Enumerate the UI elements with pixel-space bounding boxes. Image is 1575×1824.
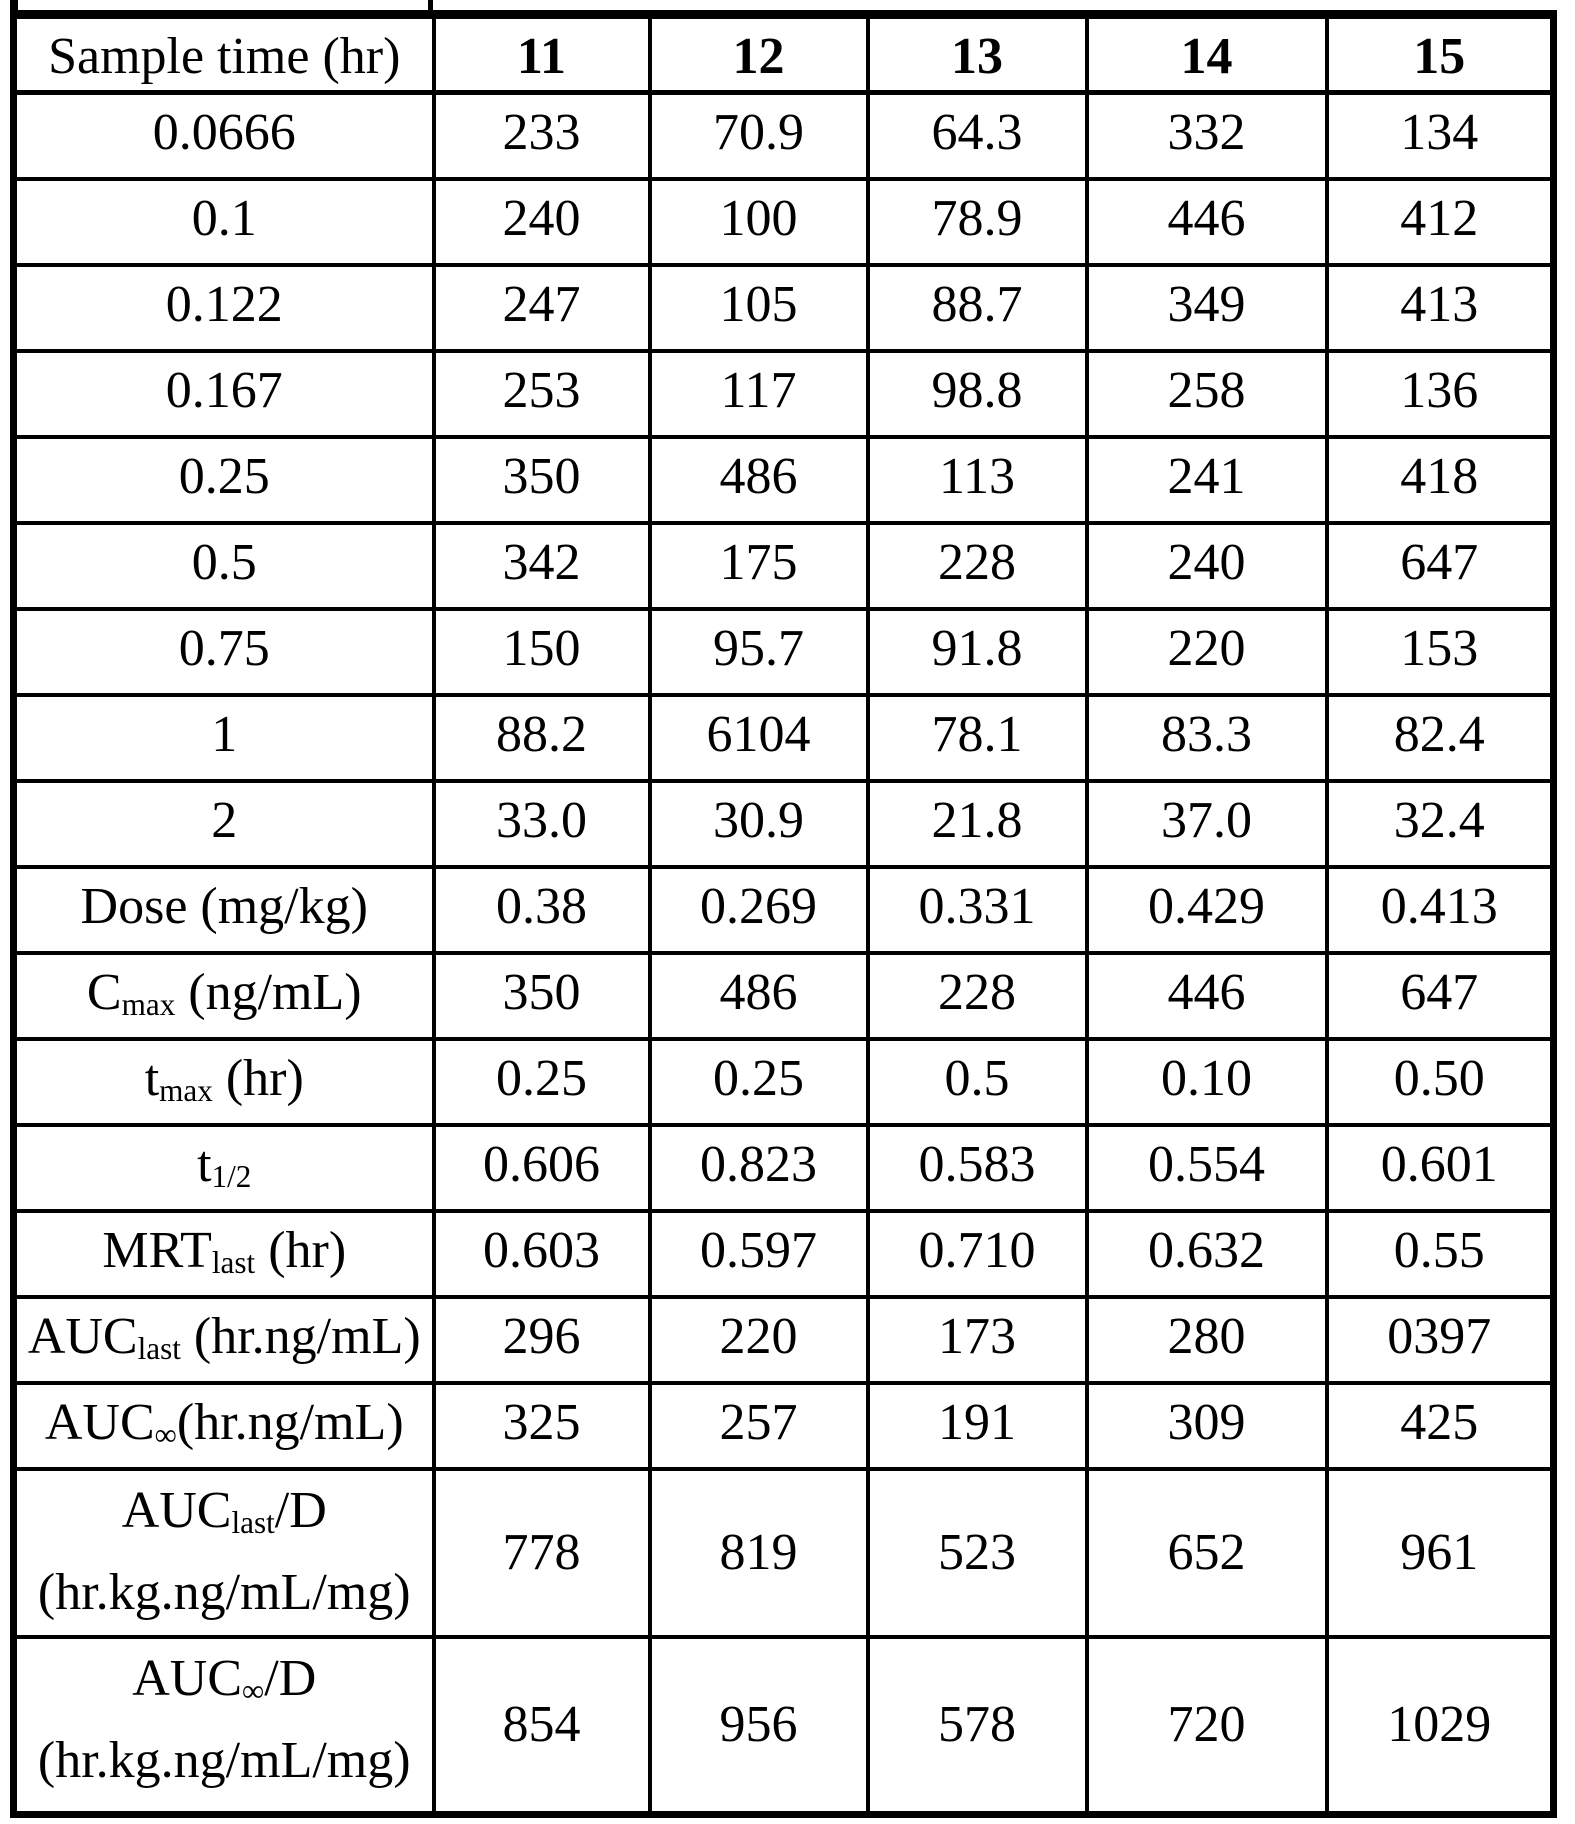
table-row (14, 1383, 1554, 1469)
table-row (14, 609, 1554, 695)
value-cell: 309 (1087, 1383, 1327, 1469)
row-label-units: (hr.kg.ng/mL/mg) (37, 1731, 411, 1789)
row-label-cell (14, 351, 434, 437)
value-cell: 350 (434, 953, 650, 1039)
value-cell: 486 (650, 437, 868, 523)
value-cell: 228 (868, 523, 1087, 609)
value-cell: 0.597 (650, 1211, 868, 1297)
header-col-14: 14 (1087, 15, 1327, 93)
row-label-cell (14, 523, 434, 609)
table-row (14, 1211, 1554, 1297)
value-cell: 32.4 (1327, 781, 1554, 867)
value-cell: 0.55 (1327, 1211, 1554, 1297)
value-cell: 578 (868, 1637, 1087, 1815)
row-label-text: $t_{1/2}$ (197, 1135, 252, 1194)
value-cell: 175 (650, 523, 868, 609)
table-row (14, 93, 1554, 179)
table-header-row (14, 15, 1554, 93)
value-cell: 349 (1087, 265, 1327, 351)
value-cell: 325 (434, 1383, 650, 1469)
value-cell: 220 (1087, 609, 1327, 695)
value-cell: 191 (868, 1383, 1087, 1469)
row-label-text: $t_{max}$ (hr) (144, 1049, 304, 1108)
table-row (14, 1637, 1554, 1815)
row-label-text: Dose (mg/kg) (80, 877, 368, 935)
table-row (14, 265, 1554, 351)
row-label-cell (14, 437, 434, 523)
value-cell: 228 (868, 953, 1087, 1039)
row-label-text: 2 (211, 791, 238, 849)
row-label-cell (14, 867, 434, 953)
value-cell: 0.632 (1087, 1211, 1327, 1297)
row-label-text: 0.1 (191, 189, 257, 247)
value-cell: 778 (434, 1469, 650, 1637)
value-cell: 257 (650, 1383, 868, 1469)
value-cell: 0.25 (434, 1039, 650, 1125)
value-cell: 523 (868, 1469, 1087, 1637)
row-label-text: $AUC_{last}$ (hr.ng/mL) (27, 1307, 421, 1366)
row-label-cell (14, 265, 434, 351)
table-row (14, 953, 1554, 1039)
value-cell: 33.0 (434, 781, 650, 867)
value-cell: 70.9 (650, 93, 868, 179)
value-cell: 0.823 (650, 1125, 868, 1211)
pk-table-body (14, 93, 1554, 1815)
value-cell: 258 (1087, 351, 1327, 437)
value-cell: 136 (1327, 351, 1554, 437)
row-label-cell (14, 695, 434, 781)
row-label-cell (14, 609, 434, 695)
pk-data-table (10, 10, 1557, 1818)
value-cell: 854 (434, 1637, 650, 1815)
value-cell: 413 (1327, 265, 1554, 351)
value-cell: 720 (1087, 1637, 1327, 1815)
row-label-text: 0.0666 (152, 104, 296, 161)
value-cell: 241 (1087, 437, 1327, 523)
table-row (14, 1039, 1554, 1125)
row-label-cell (14, 1469, 434, 1637)
value-cell: 220 (650, 1297, 868, 1383)
table-row (14, 695, 1554, 781)
value-cell: 961 (1327, 1469, 1554, 1637)
table-row (14, 437, 1554, 523)
value-cell: 30.9 (650, 781, 868, 867)
value-cell: 0.413 (1327, 867, 1554, 953)
value-cell: 296 (434, 1297, 650, 1383)
value-cell: 113 (868, 437, 1087, 523)
value-cell: 647 (1327, 523, 1554, 609)
row-label-cell (14, 781, 434, 867)
value-cell: 83.3 (1087, 695, 1327, 781)
value-cell: 64.3 (868, 93, 1087, 179)
value-cell: 134 (1327, 93, 1554, 179)
value-cell: 0.38 (434, 867, 650, 953)
value-cell: 173 (868, 1297, 1087, 1383)
header-col-12: 12 (650, 15, 868, 93)
value-cell: 0.583 (868, 1125, 1087, 1211)
row-label-cell (14, 953, 434, 1039)
table-row (14, 781, 1554, 867)
row-label-units: (hr.kg.ng/mL/mg) (37, 1563, 411, 1621)
row-label-text: 1 (211, 705, 238, 763)
row-label-cell (14, 1297, 434, 1383)
row-label-cell (14, 1039, 434, 1125)
value-cell: 88.7 (868, 265, 1087, 351)
row-label-cell (14, 1211, 434, 1297)
row-label-text: $MRT_{last}$ (hr) (102, 1221, 347, 1280)
value-cell: 78.1 (868, 695, 1087, 781)
value-cell: 21.8 (868, 781, 1087, 867)
value-cell: 0.50 (1327, 1039, 1554, 1125)
value-cell: 240 (434, 179, 650, 265)
value-cell: 446 (1087, 953, 1327, 1039)
value-cell: 117 (650, 351, 868, 437)
header-col-13: 13 (868, 15, 1087, 93)
value-cell: 280 (1087, 1297, 1327, 1383)
value-cell: 0.429 (1087, 867, 1327, 953)
table-row (14, 523, 1554, 609)
value-cell: 332 (1087, 93, 1327, 179)
value-cell: 0.331 (868, 867, 1087, 953)
value-cell: 350 (434, 437, 650, 523)
header-col-15: 15 (1327, 15, 1554, 93)
value-cell: 150 (434, 609, 650, 695)
table-row (14, 867, 1554, 953)
value-cell: 98.8 (868, 351, 1087, 437)
value-cell: 240 (1087, 523, 1327, 609)
header-col-11: 11 (434, 15, 650, 93)
row-label-text: 0.167 (165, 361, 283, 419)
value-cell: 247 (434, 265, 650, 351)
value-cell: 446 (1087, 179, 1327, 265)
value-cell: 0.25 (650, 1039, 868, 1125)
row-label-cell (14, 1125, 434, 1211)
row-label-cell (14, 179, 434, 265)
table-row (14, 351, 1554, 437)
row-label-text: 0.25 (178, 447, 270, 505)
value-cell: 956 (650, 1637, 868, 1815)
value-cell: 0.710 (868, 1211, 1087, 1297)
row-label-cell (14, 1637, 434, 1815)
row-label-text: 0.122 (165, 275, 283, 333)
table-row (14, 179, 1554, 265)
value-cell: 1029 (1327, 1637, 1554, 1815)
table-row (14, 1469, 1554, 1637)
value-cell: 6104 (650, 695, 868, 781)
value-cell: 0.5 (868, 1039, 1087, 1125)
value-cell: 95.7 (650, 609, 868, 695)
value-cell: 0.606 (434, 1125, 650, 1211)
value-cell: 418 (1327, 437, 1554, 523)
value-cell: 91.8 (868, 609, 1087, 695)
row-label-text: 0.75 (178, 619, 270, 677)
value-cell: 486 (650, 953, 868, 1039)
value-cell: 0.269 (650, 867, 868, 953)
table-row (14, 1297, 1554, 1383)
value-cell: 0397 (1327, 1297, 1554, 1383)
value-cell: 425 (1327, 1383, 1554, 1469)
header-label-cell: Sample time (hr) (14, 15, 434, 93)
value-cell: 153 (1327, 609, 1554, 695)
row-label-text: $AUC_\infty/D$ (132, 1649, 317, 1708)
value-cell: 100 (650, 179, 868, 265)
row-label-text: 0.5 (191, 533, 257, 591)
row-label-text: $AUC_\infty(hr.ng/mL)$ (44, 1393, 404, 1452)
value-cell: 37.0 (1087, 781, 1327, 867)
value-cell: 0.10 (1087, 1039, 1327, 1125)
row-label-cell (14, 93, 434, 179)
value-cell: 647 (1327, 953, 1554, 1039)
value-cell: 105 (650, 265, 868, 351)
row-label-text: $AUC_{last}/D$ (121, 1481, 327, 1540)
value-cell: 253 (434, 351, 650, 437)
value-cell: 819 (650, 1469, 868, 1637)
row-label-text: $C_{max}$ (ng/mL) (86, 963, 362, 1022)
row-label-cell (14, 1383, 434, 1469)
value-cell: 0.603 (434, 1211, 650, 1297)
value-cell: 652 (1087, 1469, 1327, 1637)
value-cell: 342 (434, 523, 650, 609)
value-cell: 412 (1327, 179, 1554, 265)
value-cell: 0.601 (1327, 1125, 1554, 1211)
table-row (14, 1125, 1554, 1211)
value-cell: 82.4 (1327, 695, 1554, 781)
value-cell: 0.554 (1087, 1125, 1327, 1211)
value-cell: 78.9 (868, 179, 1087, 265)
value-cell: 233 (434, 93, 650, 179)
value-cell: 88.2 (434, 695, 650, 781)
